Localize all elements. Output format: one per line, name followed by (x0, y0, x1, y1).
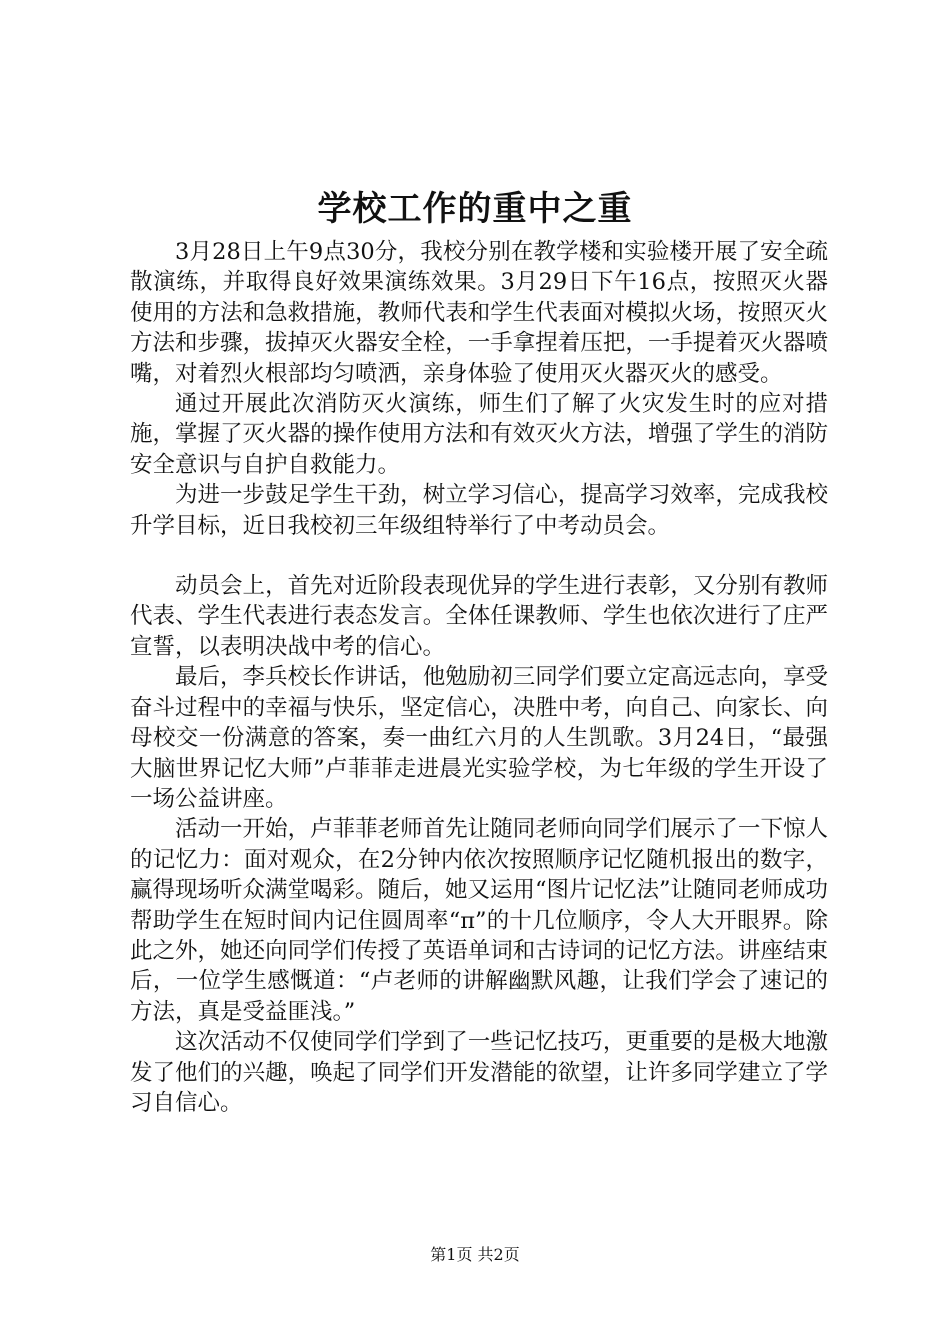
page-footer: 第1页 共2页 (430, 1245, 520, 1264)
paragraph-mobilization-intro: 为进一步鼓足学生干劲，树立学习信心，提高学习效率，完成我校升学目标，近日我校初三年级组特举行了中考动员会。 (130, 482, 828, 539)
paragraph-memory-lecture: 活动一开始，卢菲菲老师首先让随同老师向同学们展示了一下惊人的记忆力：面对观众，在2分钟内依次按照顺序记忆随机报出的数字，赢得现场听众满堂喝彩。随后，她又运用“图片记忆法”让随同老师成功帮助学生在短时间内记住圆周率“π”的十几位顺序，令人大开眼界。除此之外，她还向同学们传授了英语单词和古诗词的记忆方法。讲座结束后，一位学生感慨道：“卢老师的讲解幽默风趣，让我们学会了速记的方法，真是受益匪浅。” (130, 816, 829, 1025)
paragraph-principal-speech: 最后，李兵校长作讲话，他勉励初三同学们要立定高远志向，享受奋斗过程中的幸福与快乐，坚定信心，决胜中考，向自己、向家长、向母校交一份满意的答案，奏一曲红六月的人生凯歌。3月24日，“最强大脑世界记忆大师”卢菲菲走进晨光实验学校，为七年级的学生开设了一场公益讲座。 (130, 664, 828, 812)
paragraph-lecture-outcome: 这次活动不仅使同学们学到了一些记忆技巧，更重要的是极大地激发了他们的兴趣，唤起了同学们开发潜能的欲望，让许多同学建立了学习自信心。 (130, 1029, 828, 1116)
paragraph-drill-outcome: 通过开展此次消防灭火演练，师生们了解了火灾发生时的应对措施，掌握了灭火器的操作使用方法和有效灭火方法，增强了学生的消防安全意识与自护自救能力。 (130, 391, 828, 478)
document-body (130, 237, 828, 1118)
paragraph-fire-drill: 3月28日上午9点30分，我校分别在教学楼和实验楼开展了安全疏散演练，并取得良好效果演练效果。3月29日下午16点，按照灭火器使用的方法和急救措施，教师代表和学生代表面对模拟火场，按照灭火方法和步骤，拔掉灭火器安全栓，一手拿捏着压把，一手提着灭火器喷嘴，对着烈火根部均匀喷洒，亲身体验了使用灭火器灭火的感受。 (130, 239, 828, 387)
document-title: 学校工作的重中之重 (317, 189, 633, 229)
paragraph-mobilization-meeting: 动员会上，首先对近阶段表现优异的学生进行表彰，又分别有教师代表、学生代表进行表态发言。全体任课教师、学生也依次进行了庄严宣誓，以表明决战中考的信心。 (130, 573, 828, 660)
